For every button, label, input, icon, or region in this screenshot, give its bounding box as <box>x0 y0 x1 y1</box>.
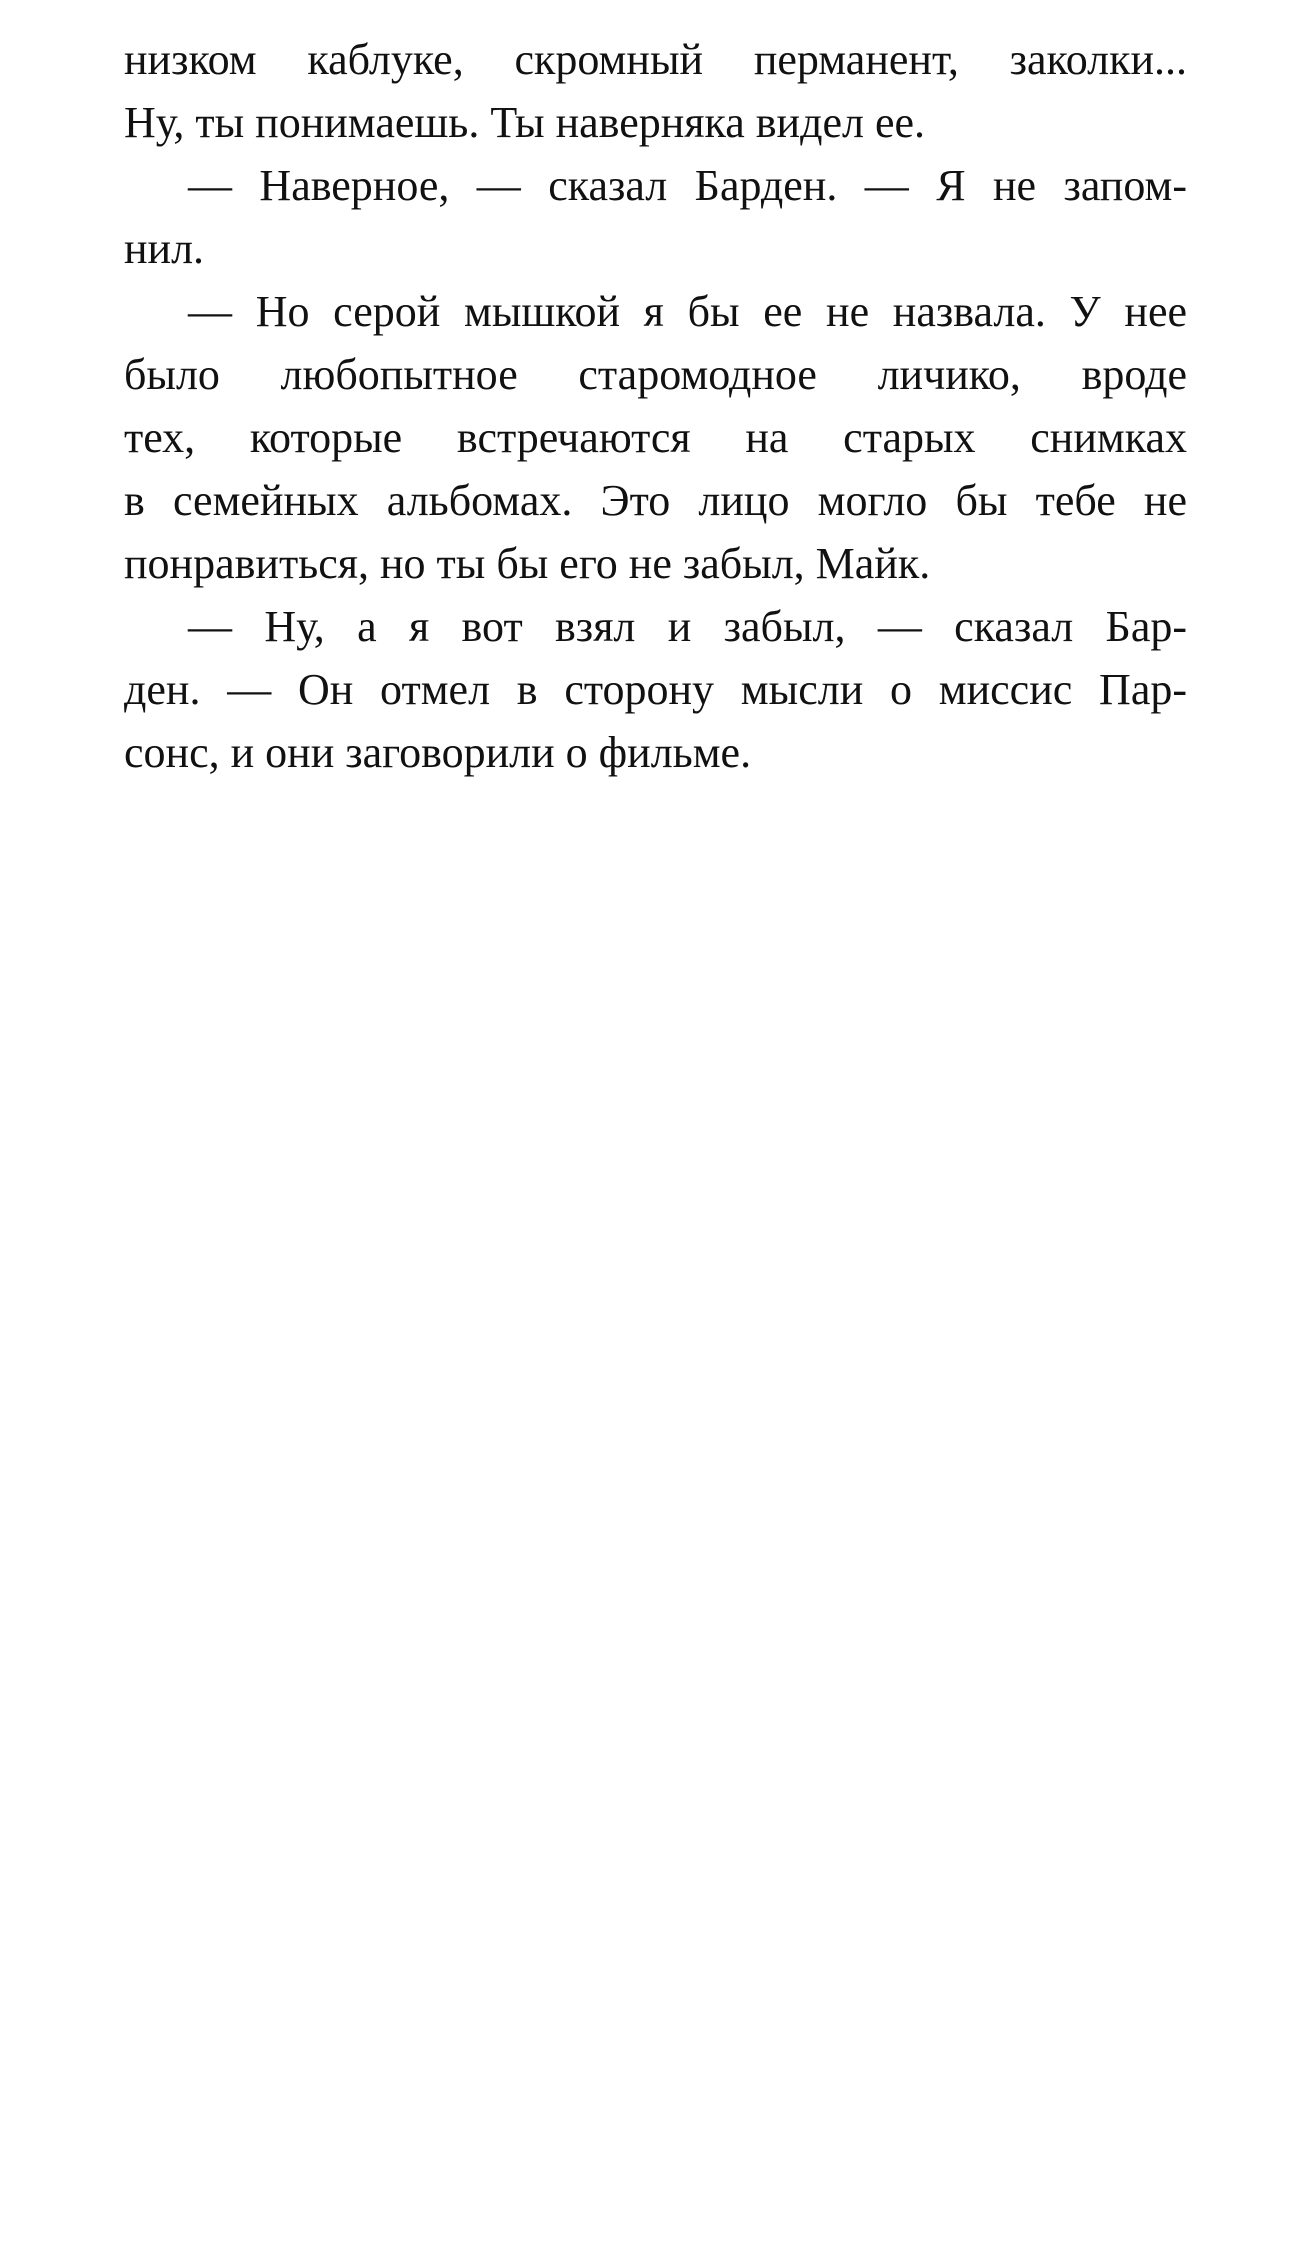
text-line: нил. <box>124 224 205 273</box>
text-line: сонс, и они заговорили о фильме. <box>124 728 752 777</box>
text-line: было любопытное старомодное личико, вроде <box>124 350 1187 399</box>
text-line: — Но серой мышкой я бы ее не назвала. У нее <box>188 287 1187 336</box>
text-line: тех, которые встречаются на старых снимках <box>124 413 1187 462</box>
body-text <box>124 28 1187 784</box>
text-line: Ну, ты понимаешь. Ты наверняка видел ее. <box>124 98 926 147</box>
text-line: низком каблуке, скромный перманент, заколки... <box>124 35 1187 84</box>
text-line: ден. — Он отмел в сторону мысли о миссис Пар- <box>124 665 1187 714</box>
text-line: — Наверное, — сказал Барден. — Я не запом- <box>188 161 1187 210</box>
text-line: — Ну, а я вот взял и забыл, — сказал Бар- <box>188 602 1187 651</box>
text-line: в семейных альбомах. Это лицо могло бы тебе не <box>124 476 1187 525</box>
text-line: понравиться, но ты бы его не забыл, Майк. <box>124 539 931 588</box>
